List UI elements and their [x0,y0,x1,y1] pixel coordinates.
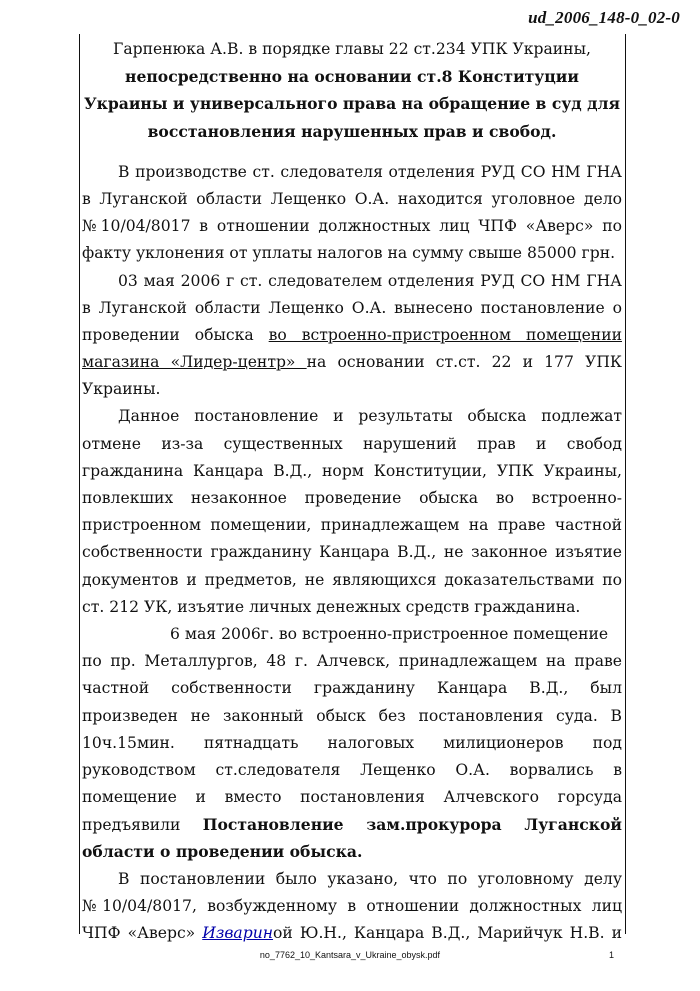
text-line: отмене из-за существенных нарушений прав и свобод [82,434,622,453]
underlined-text: во встроенно-пристроенном помещении [268,325,622,344]
text-line: В производстве ст. следователя отделения РУД СО НМ ГНА [118,162,622,181]
text-line [82,322,622,349]
text-span: ЧПФ «Аверс» [82,924,203,942]
text-line: документов и предметов, не являющихся доказательствами по [82,570,622,589]
text-line: ст. 212 УК, изъятие личных денежных средств гражданина. [82,597,581,616]
text-line: Гарпенюка А.В. в порядке главы 22 ст.234 УПК Украины, [113,40,591,58]
text-line: собственности гражданину Канцара В.Д., не законное изъятие [82,543,622,562]
text-line [82,920,622,947]
text-line: руководством ст.следователя Лещенко О.А. ворвались в [82,760,622,779]
text-line: восстановления нарушенных прав и свобод. [147,121,557,141]
text-span: предъявили [82,816,203,835]
text-line: 6 мая 2006г. во встроенно-пристроенное помещение [170,624,609,643]
right-margin-rule [625,34,626,934]
document-id: ud_2006_148-0_02-0 [528,8,680,27]
text-span: ой Ю.Н., Канцара В.Д., Марийчук Н.В. и [273,924,622,942]
text-line: помещение и вместо постановления Алчевского горсуда [82,788,622,807]
document-body [82,36,622,947]
text-line: В постановлении было указано, что по уголовному делу [118,869,622,888]
text-line [82,349,622,376]
text-line: в Луганской области Лещенко О.А. находится уголовное дело [82,189,622,208]
text-span: проведении обыска [82,325,269,344]
text-line: 03 мая 2006 г ст. следователем отделения РУД СО НМ ГНА [118,271,622,290]
text-line: пристроенном помещении, принадлежащем на праве частной [82,516,622,535]
left-margin-rule [79,34,80,934]
text-line: области о проведении обыска. [82,842,363,862]
text-line: №10/04/8017 в отношении должностных лиц ЧПФ «Аверс» по [82,217,622,236]
text-line: непосредственно на основании ст.8 Конституции [125,67,579,87]
text-line: 10ч.15мин. пятнадцать налоговых милиционеров под [82,733,622,752]
text-line: по пр. Металлургов, 48 г. Алчевск, принадлежащем на праве [82,652,622,671]
footer-filename: no_7762_10_Kantsara_v_Ukraine_obysk.pdf [259,950,441,960]
text-line [82,811,622,838]
text-line: в Луганской области Лещенко О.А. вынесено постановление о [82,298,622,317]
text-line: повлекших незаконное проведение обыска во встроенно- [82,489,622,507]
text-line: гражданина Канцара В.Д., норм Конституции, УПК Украины, [82,461,622,480]
text-line: №10/04/8017, возбужденному в отношении должностных лиц [82,896,622,915]
text-line: Украины и универсального права на обращение в суд для [83,94,621,114]
paragraph-gap [82,145,622,159]
bold-text: Постановление зам.прокурора Луганской [202,815,622,835]
text-line: произведен не законный обыск без постановления суда. В [82,706,622,725]
footer-page-number: 1 [609,950,615,960]
text-line: Данное постановление и результаты обыска подлежат [118,407,622,426]
text-line: Украины. [82,380,161,399]
text-line: частной собственности гражданину Канцара В.Д., был [82,679,622,698]
text-span: на основании ст.ст. 22 и 177 УПК [306,353,622,372]
underlined-text: магазина «Лидер-центр» [82,353,307,372]
name-link[interactable]: Изварин [202,924,274,942]
text-line: факту уклонения от уплаты налогов на сумму свыше 85000 грн. [82,244,616,263]
